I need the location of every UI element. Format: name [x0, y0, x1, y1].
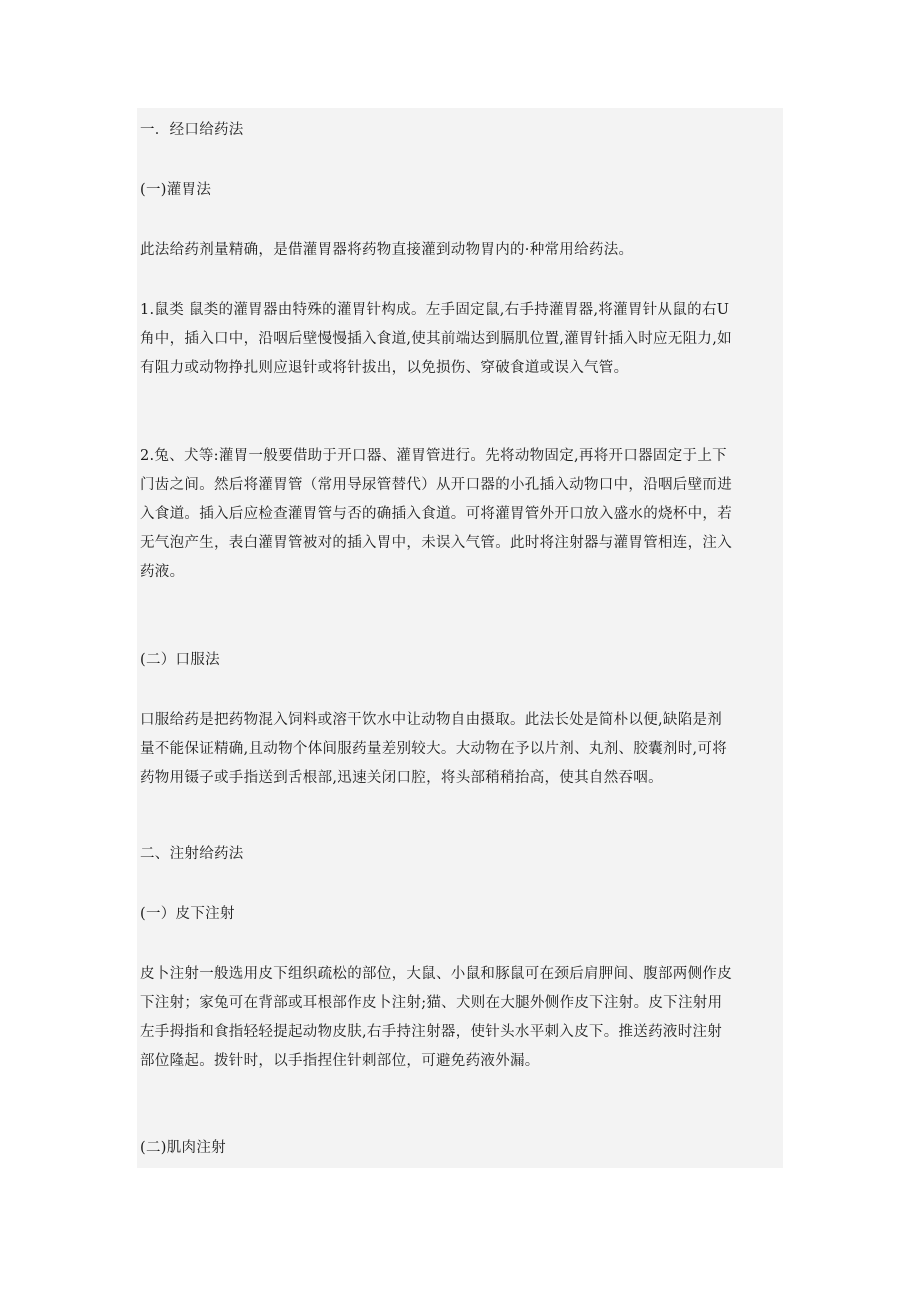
subheading-oral-admin [140, 646, 780, 675]
text-line: (二）口服法 [140, 652, 220, 668]
subheading-subcutaneous [140, 900, 780, 929]
text-line: 此法给药剂量精确，是借灌胃器将药物直接灌到动物胃内的·种常用给药法。 [140, 242, 634, 258]
subheading-gavage [140, 176, 780, 205]
text-line: 量不能保证精确,且动物个体间服药量差别较大。大动物在予以片剂、丸剂、胶囊剂时,可将 [140, 741, 728, 757]
text-line: 部位隆起。拨针时，以手指捏住针刺部位，可避免药液外漏。 [140, 1053, 540, 1069]
paragraph-rodents [140, 296, 780, 383]
text-line: 无气泡产生，表白灌胃管被对的插入胃中，未误入气管。此时将注射器与灌胃管相连，注入 [140, 535, 732, 551]
text-line: 左手拇指和食指轻轻提起动物皮肤,右手持注射器，使针头水平刺入皮下。推送药液时注射 [140, 1024, 723, 1040]
paragraph-rabbits-dogs [140, 442, 780, 587]
paragraph-gavage-intro [140, 236, 780, 265]
text-line: 2.兔、犬等:灌胃一般要借助于开口器、灌胃管进行。先将动物固定,再将开口器固定于上下 [140, 448, 727, 464]
text-line: 下注射；家兔可在背部或耳根部作皮卜注射;猫、犬则在大腿外侧作皮下注射。皮下注射用 [140, 995, 723, 1011]
text-line: 入食道。插入后应检查灌胃管与否的确插入食道。可将灌胃管外开口放入盛水的烧杯中，若 [140, 506, 732, 522]
text-line: 药液。 [140, 564, 185, 580]
text-line: (一）皮下注射 [140, 906, 235, 922]
text-line: 药物用镊子或手指送到舌根部,迅速关闭口腔，将头部稍稍抬高，使其自然吞咽。 [140, 770, 663, 786]
text-line: 门齿之间。然后将灌胃管（常用导尿管替代）从开口器的小孔插入动物口中，沿咽后壁而进 [140, 477, 732, 493]
text-line: 口服给药是把药物混入饲料或溶干饮水中让动物自由摄取。此法长处是简朴以便,缺陷是剂 [140, 712, 723, 728]
paragraph-oral-admin [140, 706, 780, 793]
subheading-intramuscular [140, 1134, 780, 1163]
text-line: 1.鼠类 鼠类的灌胃器由特殊的灌胃针构成。左手固定鼠,右手持灌胃器,将灌胃针从鼠的右U [140, 302, 730, 318]
text-line: 皮卜注射一般选用皮下组织疏松的部位，大鼠、小鼠和豚鼠可在颈后肩胛间、腹部两侧作皮 [140, 966, 732, 982]
section-heading-injection [140, 840, 780, 869]
text-line: (一)灌胃法 [140, 182, 212, 198]
text-line: 角中，插入口中，沿咽后壁慢慢插入食道,使其前端达到膈肌位置,灌胃针插入时应无阻力,如 [140, 331, 732, 347]
text-line: 二、注射给药法 [140, 846, 244, 862]
text-line: 一．经口给药法 [140, 122, 244, 138]
text-line: (二)肌肉注射 [140, 1140, 226, 1156]
paragraph-subcutaneous [140, 960, 780, 1076]
text-line: 有阻力或动物挣扎则应退针或将针拔出，以免损伤、穿破食道或误入气管。 [140, 360, 629, 376]
section-heading-oral [140, 116, 780, 145]
